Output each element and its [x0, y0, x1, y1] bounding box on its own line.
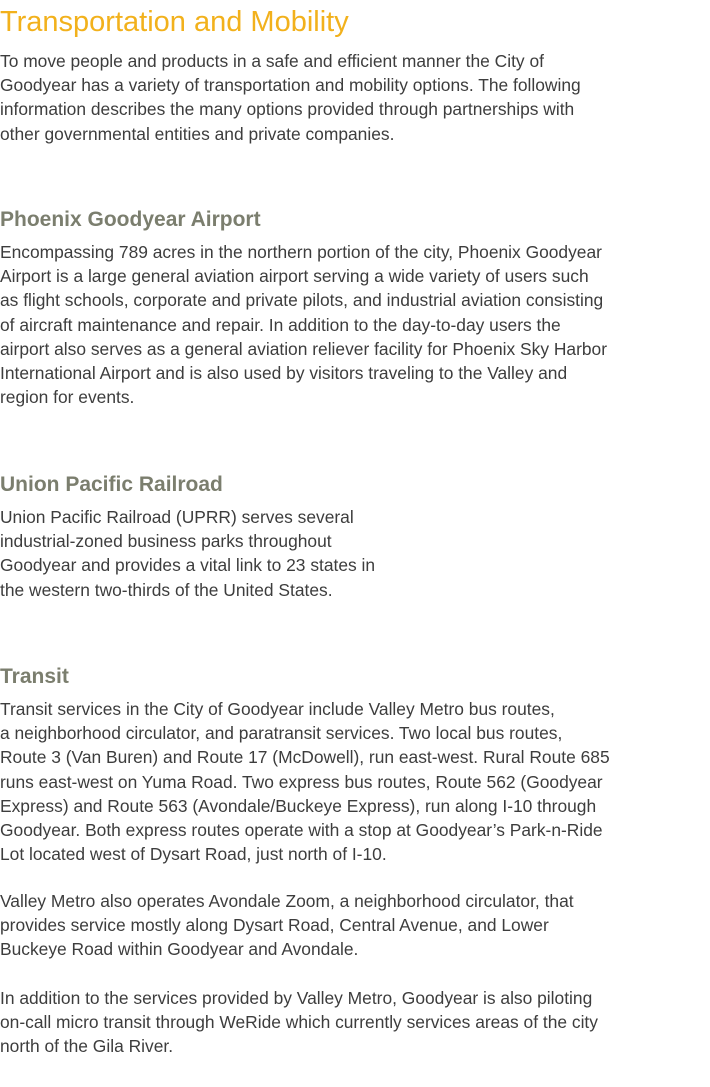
intro-paragraph	[0, 49, 581, 146]
airport-line: airport also serves as a general aviation reliever facility for Phoenix Sky Harbor	[0, 338, 608, 359]
airport-line: as flight schools, corporate and private pilots, and industrial aviation consisting	[0, 290, 604, 311]
railroad-line: Goodyear and provides a vital link to 23 states in	[0, 555, 376, 576]
transit-line: Route 3 (Van Buren) and Route 17 (McDowell), run east-west. Rural Route 685	[0, 747, 610, 768]
railroad-heading: Union Pacific Railroad	[0, 473, 223, 496]
airport-line: region for events.	[0, 387, 135, 408]
intro-line: other governmental entities and private companies.	[0, 123, 395, 144]
transit-line: In addition to the services provided by Valley Metro, Goodyear is also piloting	[0, 988, 593, 1008]
transit-line: Express) and Route 563 (Avondale/Buckeye Express), run along I-10 through	[0, 795, 597, 816]
transit-paragraph-1	[0, 697, 610, 866]
intro-line: Goodyear has a variety of transportation and mobility options. The following	[0, 75, 581, 96]
railroad-line: industrial-zoned business parks throughout	[0, 531, 332, 552]
transit-line: Goodyear. Both express routes operate with a stop at Goodyear’s Park-n-Ride	[0, 820, 603, 841]
railroad-paragraph	[0, 505, 375, 602]
airport-line: Airport is a large general aviation airport serving a wide variety of users such	[0, 266, 589, 287]
transit-paragraph-3	[0, 986, 598, 1059]
airport-line: Encompassing 789 acres in the northern portion of the city, Phoenix Goodyear	[0, 242, 602, 262]
transit-line: runs east-west on Yuma Road. Two express bus routes, Route 562 (Goodyear	[0, 771, 603, 792]
transit-line: Valley Metro also operates Avondale Zoom, a neighborhood circulator, that	[0, 891, 574, 911]
airport-paragraph	[0, 240, 607, 409]
railroad-line: the western two-thirds of the United States.	[0, 579, 333, 600]
transit-line: Lot located west of Dysart Road, just north of I-10.	[0, 844, 387, 865]
airport-line: International Airport and is also used by visitors traveling to the Valley and	[0, 363, 568, 384]
transit-line: provides service mostly along Dysart Road, Central Avenue, and Lower	[0, 915, 549, 936]
intro-line: information describes the many options provided through partnerships with	[0, 99, 575, 120]
intro-line: To move people and products in a safe and efficient manner the City of	[0, 51, 544, 71]
transit-line: a neighborhood circulator, and paratransit services. Two local bus routes,	[0, 723, 563, 744]
transit-line: on-call micro transit through WeRide which currently services areas of the city	[0, 1012, 598, 1033]
transit-heading: Transit	[0, 665, 69, 688]
transit-line: north of the Gila River.	[0, 1036, 174, 1057]
airport-heading: Phoenix Goodyear Airport	[0, 208, 261, 231]
transit-line: Buckeye Road within Goodyear and Avondale.	[0, 939, 359, 960]
page-title: Transportation and Mobility	[0, 6, 349, 38]
railroad-line: Union Pacific Railroad (UPRR) serves several	[0, 507, 354, 527]
airport-line: of aircraft maintenance and repair. In addition to the day-to-day users the	[0, 314, 561, 335]
transit-line: Transit services in the City of Goodyear include Valley Metro bus routes,	[0, 699, 555, 719]
transit-paragraph-2	[0, 889, 574, 962]
